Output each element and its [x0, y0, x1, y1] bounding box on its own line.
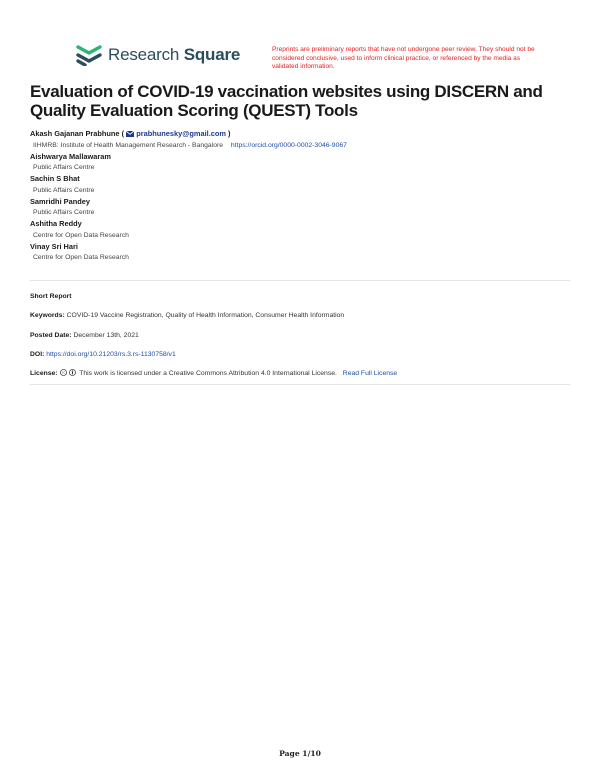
author-affiliation: Centre for Open Data Research	[33, 254, 129, 261]
preprint-notice: Preprints are preliminary reports that have not undergone peer review. They should not be considered conclusive, used to inform clinical practice, or referenced by the media as validated information.	[272, 46, 535, 71]
read-full-license-link[interactable]: Read Full License	[342, 370, 398, 377]
author-name: Aishwarya Mallawaram	[30, 151, 111, 161]
posted-date-value: December 13th, 2021	[73, 332, 139, 339]
posted-date-label: Posted Date:	[30, 332, 72, 339]
author-affiliation: Public Affairs Centre	[33, 164, 95, 171]
divider	[30, 384, 570, 385]
author-entry	[30, 218, 570, 241]
author-name: Samridhi Pandey	[30, 196, 90, 206]
doi-link[interactable]: https://doi.org/10.21203/rs.3.rs-1130758/v1	[46, 351, 176, 358]
doi-label: DOI:	[30, 351, 45, 358]
author-name: Ashitha Reddy	[30, 219, 82, 228]
license-text: This work is licensed under a Creative Commons Attribution 4.0 International License.	[79, 370, 337, 377]
author-name: Akash Gajanan Prabhune	[30, 129, 120, 138]
logo-word-research: Research	[108, 45, 180, 64]
author-email-link[interactable]: prabhunesky@gmail.com	[136, 129, 226, 138]
author-entry	[30, 151, 570, 174]
logo-word-square: Square	[183, 45, 241, 64]
research-square-logo-icon	[76, 44, 102, 66]
svg-text:cc: cc	[62, 370, 66, 375]
posted-date-line	[30, 331, 575, 341]
logo-text	[108, 45, 240, 65]
creative-commons-icon	[60, 369, 67, 376]
orcid-link[interactable]: https://orcid.org/0000-0002-3046-9067	[230, 141, 347, 149]
author-entry	[30, 196, 570, 219]
divider	[30, 280, 570, 281]
author-affiliation: IIHMRB: Institute of Health Management Research - Bangalore	[33, 141, 224, 149]
author-list	[30, 128, 570, 263]
attribution-icon	[69, 369, 76, 376]
keywords-label: Keywords:	[30, 312, 65, 319]
paper-title: Evaluation of COVID-19 vaccination websites using DISCERN and Quality Evaluation Scoring (QUEST) Tools	[30, 82, 543, 120]
author-affiliation: Centre for Open Data Research	[33, 231, 129, 239]
keywords-value: COVID-19 Vaccine Registration, Quality of Health Information, Consumer Health Information	[66, 312, 345, 319]
author-affiliation: Public Affairs Centre	[33, 186, 95, 194]
author-name: Sachin S Bhat	[30, 174, 80, 183]
author-entry	[30, 173, 570, 196]
author-entry	[30, 241, 570, 264]
license-label: License:	[30, 370, 58, 377]
doi-line	[30, 350, 575, 360]
article-type: Short Report	[30, 293, 72, 300]
author-name: Vinay Sri Hari	[30, 241, 78, 251]
mail-icon	[126, 131, 134, 137]
page-number: Page 1/10	[279, 749, 321, 758]
license-line	[30, 369, 575, 379]
author-affiliation: Public Affairs Centre	[33, 209, 95, 216]
keywords-line	[30, 311, 575, 321]
research-square-logo[interactable]	[76, 44, 240, 66]
header	[76, 44, 536, 74]
author-entry: Akash Gajanan Prabhune ( prabhunesky@gmail.com ) IIHMRB: Institute of Health Management Research - Bangalore https://orcid.org/0000-0002-3046-9067	[30, 129, 347, 149]
